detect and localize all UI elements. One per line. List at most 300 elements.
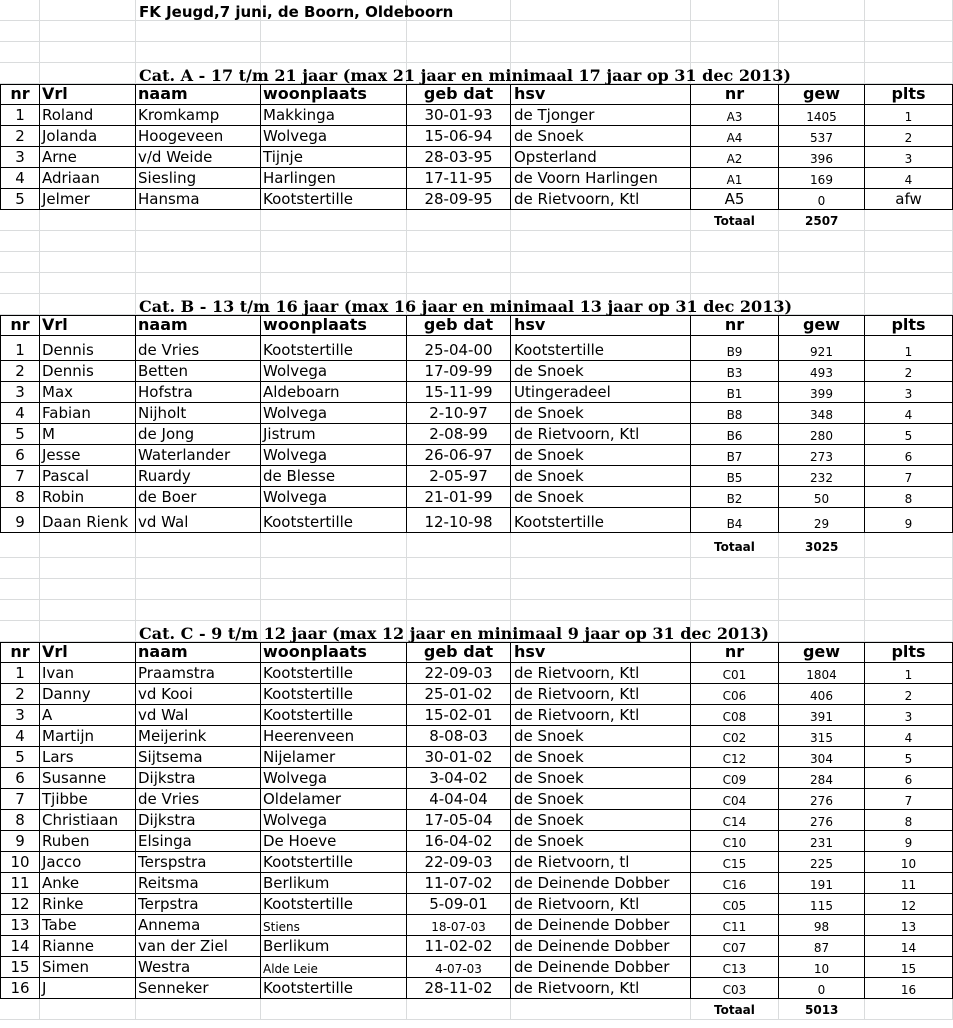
empty-row (0, 252, 953, 273)
cell-vrl: J (40, 978, 136, 999)
empty-cell (511, 0, 691, 21)
empty-cell (511, 21, 691, 42)
cell-gew: 273 (779, 445, 865, 466)
cell-woonplaats: Makkinga (261, 105, 407, 126)
cell-gew: 29 (779, 508, 865, 533)
cell-plts: 4 (865, 403, 953, 424)
empty-cell (136, 600, 261, 621)
empty-cell (40, 21, 136, 42)
cell-woonplaats: Heerenveen (261, 726, 407, 747)
cell-woonplaats: Alde Leie (261, 957, 407, 978)
cell-plts: 6 (865, 768, 953, 789)
cell-hsv: de Snoek (511, 445, 691, 466)
cell-woonplaats: Wolvega (261, 487, 407, 508)
cell-hsv: de Deinende Dobber (511, 915, 691, 936)
cell-naam: Meijerink (136, 726, 261, 747)
cell-vrl: Jesse (40, 445, 136, 466)
empty-cell (779, 252, 865, 273)
cell-woonplaats: Berlikum (261, 873, 407, 894)
cell-plts: 8 (865, 487, 953, 508)
cell-hsv: de Tjonger (511, 105, 691, 126)
empty-cell (779, 579, 865, 600)
empty-cell (779, 21, 865, 42)
empty-cell (0, 231, 40, 252)
empty-row (0, 273, 953, 294)
table-row (0, 768, 953, 789)
cell-lotnr: A5 (691, 189, 779, 210)
header-vrl: Vrl (40, 642, 136, 663)
empty-cell (779, 63, 865, 84)
empty-cell (136, 210, 261, 231)
table-row (0, 810, 953, 831)
cell-geb-dat: 2-10-97 (407, 403, 511, 424)
header-gew: gew (779, 315, 865, 336)
cell-hsv: Kootstertille (511, 336, 691, 361)
cell-woonplaats: Wolvega (261, 403, 407, 424)
cell-gew: 231 (779, 831, 865, 852)
cell-lotnr: B2 (691, 487, 779, 508)
cell-woonplaats: Kootstertille (261, 336, 407, 361)
cell-vrl: Jelmer (40, 189, 136, 210)
empty-cell (40, 252, 136, 273)
cell-naam: de Vries (136, 336, 261, 361)
header-woonplaats: woonplaats (261, 84, 407, 105)
empty-cell (0, 42, 40, 63)
table-row (0, 726, 953, 747)
empty-cell (261, 273, 407, 294)
cell-plts: 7 (865, 789, 953, 810)
category-a-total: 2507 (805, 214, 839, 228)
header-gew: gew (779, 642, 865, 663)
table-row (0, 663, 953, 684)
cell-geb-dat: 11-07-02 (407, 873, 511, 894)
cell-gew: 406 (779, 684, 865, 705)
empty-cell (261, 999, 407, 1020)
table-row (0, 168, 953, 189)
empty-cell (779, 273, 865, 294)
cell-lotnr: A1 (691, 168, 779, 189)
cell-vrl: Dennis (40, 336, 136, 361)
header-nr: nr (0, 642, 40, 663)
empty-cell (865, 0, 953, 21)
empty-cell (261, 558, 407, 579)
cell-hsv: de Snoek (511, 768, 691, 789)
table-row (0, 147, 953, 168)
empty-cell (511, 231, 691, 252)
cell-hsv: de Snoek (511, 831, 691, 852)
cell-lotnr: B3 (691, 361, 779, 382)
table-row (0, 445, 953, 466)
category-b-total-label: Totaal (714, 540, 755, 554)
cell-geb-dat: 25-01-02 (407, 684, 511, 705)
empty-cell (407, 252, 511, 273)
cell-naam: Dijkstra (136, 768, 261, 789)
cell-nr: 4 (0, 168, 40, 189)
cell-naam: Terspstra (136, 852, 261, 873)
empty-cell (865, 63, 953, 84)
header-lotnr: nr (691, 84, 779, 105)
header-hsv: hsv (511, 315, 691, 336)
cell-woonplaats: Aldeboarn (261, 382, 407, 403)
cell-lotnr: C14 (691, 810, 779, 831)
empty-cell (407, 533, 511, 558)
cell-geb-dat: 5-09-01 (407, 894, 511, 915)
cell-gew: 284 (779, 768, 865, 789)
cell-lotnr: B8 (691, 403, 779, 424)
cell-vrl: Max (40, 382, 136, 403)
empty-cell (40, 273, 136, 294)
cell-hsv: de Snoek (511, 361, 691, 382)
cell-vrl: M (40, 424, 136, 445)
cell-gew: 276 (779, 810, 865, 831)
cell-nr: 2 (0, 684, 40, 705)
cell-vrl: Christiaan (40, 810, 136, 831)
cell-vrl: A (40, 705, 136, 726)
cell-geb-dat: 22-09-03 (407, 852, 511, 873)
cell-plts: 3 (865, 382, 953, 403)
table-header-row (0, 315, 953, 336)
empty-cell (40, 231, 136, 252)
cell-lotnr: B5 (691, 466, 779, 487)
cell-naam: van der Ziel (136, 936, 261, 957)
cell-gew: 276 (779, 789, 865, 810)
empty-cell (691, 0, 779, 21)
empty-cell (779, 231, 865, 252)
cell-naam: de Jong (136, 424, 261, 445)
empty-cell (0, 273, 40, 294)
empty-cell (261, 21, 407, 42)
cell-woonplaats: Oldelamer (261, 789, 407, 810)
cell-woonplaats: De Hoeve (261, 831, 407, 852)
cell-lotnr: C08 (691, 705, 779, 726)
cell-woonplaats: Wolvega (261, 768, 407, 789)
header-woonplaats: woonplaats (261, 642, 407, 663)
empty-cell (40, 533, 136, 558)
table-row (0, 831, 953, 852)
cell-vrl: Tabe (40, 915, 136, 936)
empty-cell (691, 558, 779, 579)
table-row (0, 361, 953, 382)
cell-lotnr: C12 (691, 747, 779, 768)
table-row (0, 487, 953, 508)
cell-plts: 4 (865, 726, 953, 747)
empty-row (0, 558, 953, 579)
cell-gew: 87 (779, 936, 865, 957)
cell-geb-dat: 11-02-02 (407, 936, 511, 957)
cell-gew: 921 (779, 336, 865, 361)
cell-naam: Hoogeveen (136, 126, 261, 147)
cell-naam: Nijholt (136, 403, 261, 424)
empty-cell (865, 558, 953, 579)
cell-gew: 50 (779, 487, 865, 508)
cell-vrl: Jolanda (40, 126, 136, 147)
cell-hsv: de Snoek (511, 487, 691, 508)
cell-naam: de Boer (136, 487, 261, 508)
table-row (0, 126, 953, 147)
cell-nr: 6 (0, 768, 40, 789)
cell-naam: Annema (136, 915, 261, 936)
cell-nr: 5 (0, 189, 40, 210)
cell-naam: vd Kooi (136, 684, 261, 705)
cell-vrl: Danny (40, 684, 136, 705)
cell-gew: 98 (779, 915, 865, 936)
cell-vrl: Daan Rienk (40, 508, 136, 533)
cell-vrl: Rinke (40, 894, 136, 915)
cell-vrl: Pascal (40, 466, 136, 487)
cell-gew: 493 (779, 361, 865, 382)
empty-cell (511, 533, 691, 558)
cell-hsv: Kootstertille (511, 508, 691, 533)
cell-nr: 10 (0, 852, 40, 873)
empty-cell (136, 273, 261, 294)
cell-plts: 11 (865, 873, 953, 894)
cell-nr: 11 (0, 873, 40, 894)
empty-cell (40, 294, 136, 315)
cell-vrl: Susanne (40, 768, 136, 789)
cell-gew: 1804 (779, 663, 865, 684)
cell-plts: 16 (865, 978, 953, 999)
cell-nr: 1 (0, 105, 40, 126)
empty-cell (407, 579, 511, 600)
cell-woonplaats: Nijelamer (261, 747, 407, 768)
header-hsv: hsv (511, 84, 691, 105)
cell-hsv: de Rietvoorn, Ktl (511, 978, 691, 999)
cell-lotnr: C04 (691, 789, 779, 810)
cell-gew: 348 (779, 403, 865, 424)
cell-gew: 391 (779, 705, 865, 726)
table-row (0, 382, 953, 403)
empty-cell (261, 600, 407, 621)
cell-plts: 14 (865, 936, 953, 957)
empty-cell (40, 621, 136, 642)
empty-cell (261, 42, 407, 63)
cell-lotnr: C13 (691, 957, 779, 978)
empty-cell (865, 210, 953, 231)
cell-gew: 191 (779, 873, 865, 894)
cell-plts: 8 (865, 810, 953, 831)
empty-cell (136, 42, 261, 63)
cell-nr: 15 (0, 957, 40, 978)
cell-geb-dat: 18-07-03 (407, 915, 511, 936)
cell-naam: vd Wal (136, 705, 261, 726)
empty-cell (779, 621, 865, 642)
header-woonplaats: woonplaats (261, 315, 407, 336)
cell-gew: 0 (779, 189, 865, 210)
cell-hsv: de Rietvoorn, Ktl (511, 189, 691, 210)
cell-nr: 12 (0, 894, 40, 915)
header-lotnr: nr (691, 642, 779, 663)
cell-hsv: de Voorn Harlingen (511, 168, 691, 189)
header-gew: gew (779, 84, 865, 105)
cell-woonplaats: Wolvega (261, 361, 407, 382)
empty-cell (261, 533, 407, 558)
cell-naam: Betten (136, 361, 261, 382)
empty-cell (136, 231, 261, 252)
cell-vrl: Jacco (40, 852, 136, 873)
cell-gew: 280 (779, 424, 865, 445)
cell-geb-dat: 2-08-99 (407, 424, 511, 445)
empty-cell (511, 558, 691, 579)
cell-hsv: de Snoek (511, 726, 691, 747)
category-a-total-label: Totaal (714, 214, 755, 228)
header-nr: nr (0, 315, 40, 336)
cell-plts: 2 (865, 684, 953, 705)
empty-cell (40, 999, 136, 1020)
cell-nr: 5 (0, 747, 40, 768)
cell-geb-dat: 28-03-95 (407, 147, 511, 168)
cell-woonplaats: Kootstertille (261, 189, 407, 210)
cell-nr: 3 (0, 705, 40, 726)
table-row (0, 957, 953, 978)
cell-geb-dat: 28-11-02 (407, 978, 511, 999)
empty-cell (0, 579, 40, 600)
cell-gew: 304 (779, 747, 865, 768)
cell-vrl: Arne (40, 147, 136, 168)
cell-vrl: Anke (40, 873, 136, 894)
cell-vrl: Ivan (40, 663, 136, 684)
cell-vrl: Adriaan (40, 168, 136, 189)
empty-cell (865, 600, 953, 621)
cell-woonplaats: Kootstertille (261, 978, 407, 999)
cell-lotnr: C11 (691, 915, 779, 936)
cell-lotnr: C06 (691, 684, 779, 705)
cell-lotnr: C05 (691, 894, 779, 915)
empty-cell (865, 999, 953, 1020)
cell-geb-dat: 17-11-95 (407, 168, 511, 189)
empty-cell (136, 252, 261, 273)
cell-woonplaats: Wolvega (261, 810, 407, 831)
cell-nr: 6 (0, 445, 40, 466)
cell-lotnr: C02 (691, 726, 779, 747)
cell-nr: 2 (0, 361, 40, 382)
cell-nr: 1 (0, 336, 40, 361)
cell-naam: vd Wal (136, 508, 261, 533)
cell-lotnr: C07 (691, 936, 779, 957)
cell-woonplaats: Tijnje (261, 147, 407, 168)
cell-plts: 13 (865, 915, 953, 936)
cell-naam: Westra (136, 957, 261, 978)
cell-plts: 1 (865, 336, 953, 361)
cell-gew: 10 (779, 957, 865, 978)
cell-nr: 4 (0, 726, 40, 747)
cell-hsv: de Snoek (511, 126, 691, 147)
empty-cell (40, 600, 136, 621)
empty-cell (0, 558, 40, 579)
table-row (0, 894, 953, 915)
cell-plts: 9 (865, 831, 953, 852)
cell-naam: de Vries (136, 789, 261, 810)
cell-plts: 2 (865, 361, 953, 382)
table-row (0, 508, 953, 533)
cell-naam: Sijtsema (136, 747, 261, 768)
cell-plts: 12 (865, 894, 953, 915)
header-naam: naam (136, 84, 261, 105)
empty-cell (511, 273, 691, 294)
cell-nr: 4 (0, 403, 40, 424)
cell-gew: 399 (779, 382, 865, 403)
header-geb-dat: geb dat (407, 315, 511, 336)
cell-geb-dat: 8-08-03 (407, 726, 511, 747)
cell-gew: 1405 (779, 105, 865, 126)
empty-cell (691, 600, 779, 621)
cell-hsv: de Rietvoorn, Ktl (511, 663, 691, 684)
cell-gew: 537 (779, 126, 865, 147)
header-geb-dat: geb dat (407, 84, 511, 105)
cell-naam: Hofstra (136, 382, 261, 403)
table-row (0, 105, 953, 126)
category-a-title: Cat. A - 17 t/m 21 jaar (max 21 jaar en minimaal 17 jaar op 31 dec 2013) (139, 66, 791, 85)
empty-cell (0, 999, 40, 1020)
cell-lotnr: B9 (691, 336, 779, 361)
cell-vrl: Lars (40, 747, 136, 768)
cell-nr: 13 (0, 915, 40, 936)
table-row (0, 747, 953, 768)
table-row (0, 936, 953, 957)
cell-hsv: de Deinende Dobber (511, 957, 691, 978)
cell-gew: 232 (779, 466, 865, 487)
cell-nr: 14 (0, 936, 40, 957)
cell-gew: 169 (779, 168, 865, 189)
cell-hsv: de Rietvoorn, Ktl (511, 705, 691, 726)
empty-cell (40, 210, 136, 231)
cell-nr: 9 (0, 831, 40, 852)
cell-lotnr: B7 (691, 445, 779, 466)
cell-hsv: de Rietvoorn, Ktl (511, 684, 691, 705)
table-row (0, 424, 953, 445)
cell-hsv: de Rietvoorn, Ktl (511, 424, 691, 445)
empty-cell (136, 579, 261, 600)
cell-nr: 5 (0, 424, 40, 445)
cell-naam: Terpstra (136, 894, 261, 915)
cell-woonplaats: Kootstertille (261, 663, 407, 684)
cell-woonplaats: Kootstertille (261, 705, 407, 726)
cell-hsv: de Deinende Dobber (511, 873, 691, 894)
cell-plts: 10 (865, 852, 953, 873)
cell-plts: 6 (865, 445, 953, 466)
header-geb-dat: geb dat (407, 642, 511, 663)
cell-naam: Reitsma (136, 873, 261, 894)
empty-row (0, 42, 953, 63)
cell-geb-dat: 3-04-02 (407, 768, 511, 789)
cell-geb-dat: 15-06-94 (407, 126, 511, 147)
cell-plts: afw (865, 189, 953, 210)
empty-cell (779, 600, 865, 621)
cell-vrl: Martijn (40, 726, 136, 747)
category-b-title: Cat. B - 13 t/m 16 jaar (max 16 jaar en minimaal 13 jaar op 31 dec 2013) (139, 297, 793, 316)
empty-cell (0, 533, 40, 558)
cell-geb-dat: 25-04-00 (407, 336, 511, 361)
header-vrl: Vrl (40, 315, 136, 336)
table-row (0, 852, 953, 873)
cell-lotnr: A3 (691, 105, 779, 126)
category-c-total: 5013 (805, 1003, 839, 1017)
cell-geb-dat: 15-11-99 (407, 382, 511, 403)
cell-woonplaats: Kootstertille (261, 684, 407, 705)
empty-cell (407, 21, 511, 42)
cell-geb-dat: 15-02-01 (407, 705, 511, 726)
cell-geb-dat: 16-04-02 (407, 831, 511, 852)
empty-cell (511, 210, 691, 231)
cell-gew: 0 (779, 978, 865, 999)
empty-row (0, 579, 953, 600)
empty-cell (40, 579, 136, 600)
cell-vrl: Roland (40, 105, 136, 126)
cell-plts: 3 (865, 147, 953, 168)
empty-cell (691, 273, 779, 294)
empty-cell (136, 533, 261, 558)
cell-geb-dat: 21-01-99 (407, 487, 511, 508)
cell-hsv: de Rietvoorn, tl (511, 852, 691, 873)
